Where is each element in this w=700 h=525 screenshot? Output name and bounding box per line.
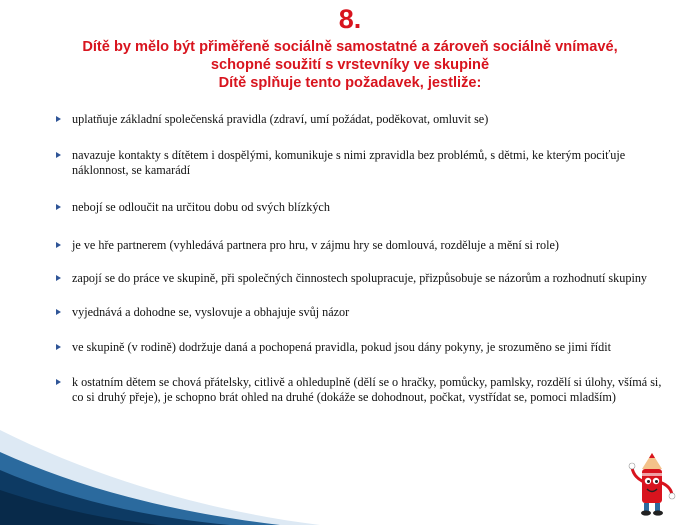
list-item-text: k ostatním dětem se chová přátelsky, citlivě a ohleduplně (dělí se o hračky, pomůcky, pamlsky, rozdělí si úlohy, všímá si, co si druhý přeje), je schopno brát ohled na druhé (dokáže se dohodnout, počkat, vystřídat se, pomoci mladším) bbox=[72, 375, 662, 404]
list-item-text: navazuje kontakty s dítětem i dospělými, komunikuje s nimi zpravidla bez problémů, s dětmi, ke kterým pociťuje náklonnost, se kamarádí bbox=[72, 148, 626, 177]
crayon-mascot-icon bbox=[628, 451, 676, 517]
slide-header bbox=[0, 4, 700, 92]
list-item bbox=[54, 200, 664, 215]
title-line-3: Dítě splňuje tento požadavek, jestliže: bbox=[218, 75, 482, 91]
list-item-text: zapojí se do práce ve skupině, při společných činnostech spolupracuje, přizpůsobuje se názorům a rozhodnutí skupiny bbox=[72, 271, 648, 285]
bottom-wave-decoration bbox=[0, 430, 320, 525]
list-item-text: uplatňuje základní společenská pravidla (zdraví, umí požádat, poděkovat, omluvit se) bbox=[72, 112, 489, 126]
list-item bbox=[54, 238, 664, 253]
title-line-1: Dítě by mělo být přiměřeně sociálně samostatné a zároveň sociálně vnímavé, bbox=[82, 39, 618, 55]
requirement-list bbox=[54, 112, 664, 405]
slide-number: 8. bbox=[338, 4, 362, 34]
list-item bbox=[54, 375, 664, 405]
list-item bbox=[54, 271, 664, 286]
triangle-bullet-icon bbox=[56, 344, 61, 350]
triangle-bullet-icon bbox=[56, 242, 61, 248]
slide-title bbox=[30, 38, 670, 92]
list-item-text: je ve hře partnerem (vyhledává partnera pro hru, v zájmu hry se domlouvá, rozděluje a mění si role) bbox=[72, 238, 559, 252]
triangle-bullet-icon bbox=[56, 309, 61, 315]
list-item-text: nebojí se odloučit na určitou dobu od svých blízkých bbox=[72, 200, 330, 214]
triangle-bullet-icon bbox=[56, 275, 61, 281]
list-item bbox=[54, 148, 664, 178]
list-item-text: vyjednává a dohodne se, vyslovuje a obhajuje svůj názor bbox=[72, 305, 350, 319]
title-line-2: schopné soužití s vrstevníky ve skupině bbox=[210, 57, 490, 73]
list-item bbox=[54, 305, 664, 320]
list-item-text: ve skupině (v rodině) dodržuje daná a pochopená pravidla, pokud jsou dány pokyny, je srozuměno se jimi řídit bbox=[72, 340, 612, 354]
triangle-bullet-icon bbox=[56, 379, 61, 385]
triangle-bullet-icon bbox=[56, 152, 61, 158]
triangle-bullet-icon bbox=[56, 116, 61, 122]
triangle-bullet-icon bbox=[56, 204, 61, 210]
list-item bbox=[54, 112, 664, 127]
list-item bbox=[54, 340, 664, 355]
